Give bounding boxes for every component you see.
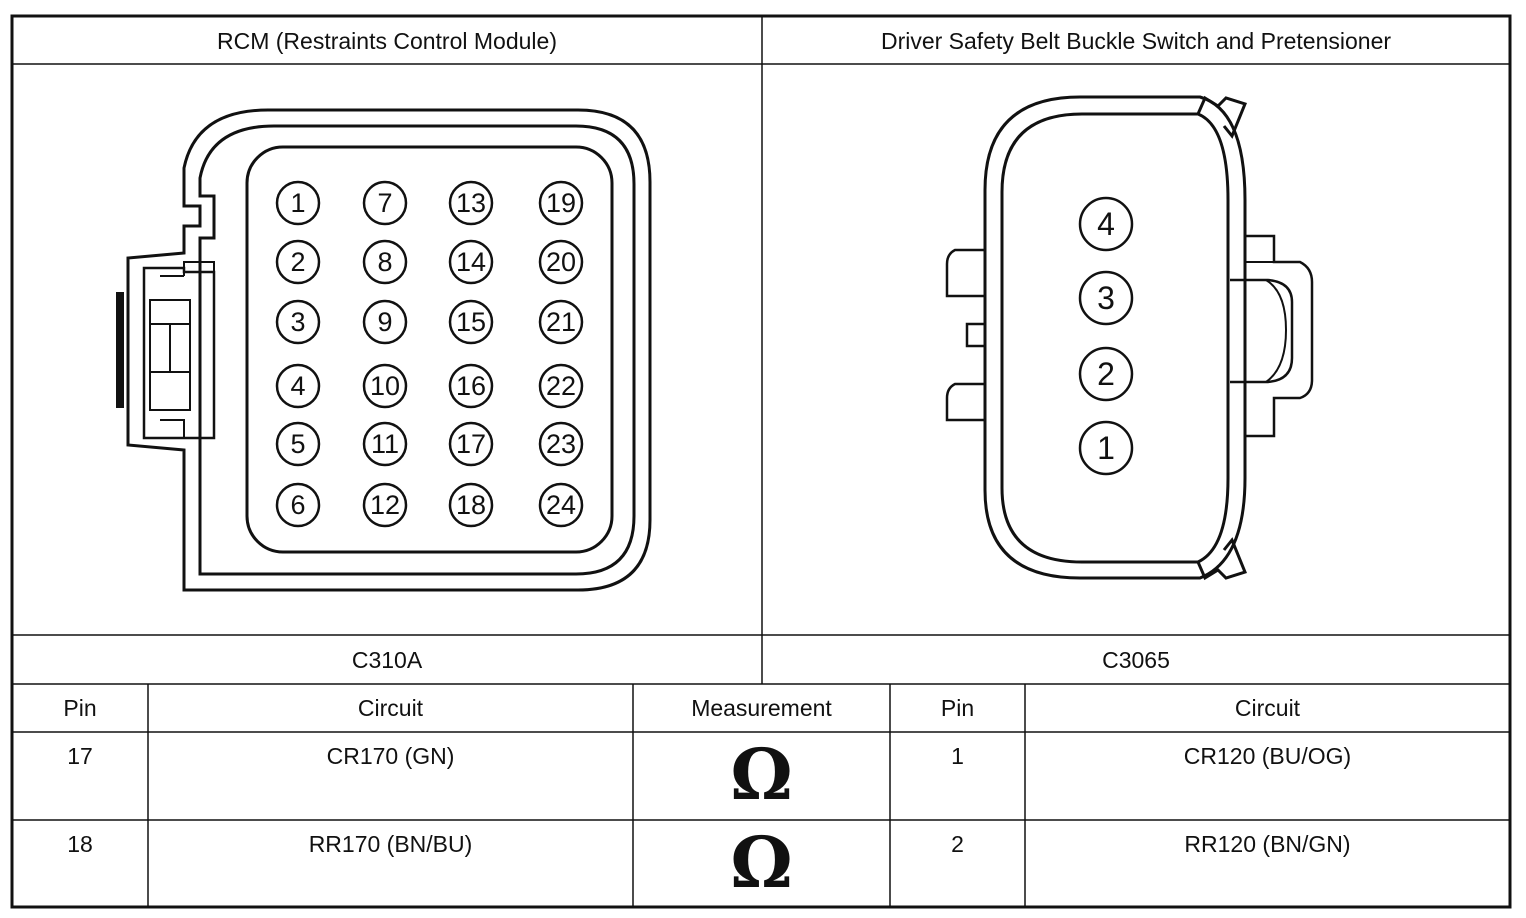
pin-7 (364, 182, 406, 224)
header-pin-right: Pin (940, 695, 975, 721)
pin-label: 1 (290, 188, 306, 218)
pin-label: 4 (1097, 206, 1115, 242)
row-pin-right: 1 (951, 743, 964, 769)
pin-label: 8 (377, 247, 393, 277)
pin-1 (1080, 422, 1132, 474)
pin-9 (364, 301, 406, 343)
pin-label: 9 (377, 307, 393, 337)
pin-14 (450, 241, 492, 283)
ohm-measurement-icon: Ω (730, 821, 793, 904)
pin-label: 22 (545, 371, 577, 401)
pin-17 (450, 423, 492, 465)
header-circuit-right: Circuit (1234, 695, 1301, 721)
pin-3 (277, 301, 319, 343)
pin-label: 1 (1097, 430, 1115, 466)
pin-3 (1080, 272, 1132, 324)
pin-label: 11 (370, 429, 400, 459)
pin-label: 7 (377, 188, 393, 218)
pin-label: 3 (290, 307, 306, 337)
pin-11 (364, 423, 406, 465)
pin-label: 15 (455, 307, 487, 337)
pin-21 (540, 301, 582, 343)
row-pin-right: 2 (951, 831, 964, 857)
pin-label: 2 (290, 247, 306, 277)
row-pin-left: 18 (67, 831, 93, 857)
pin-5 (277, 423, 319, 465)
pin-label: 3 (1097, 280, 1115, 316)
ohm-measurement-icon: Ω (730, 733, 793, 816)
row-circuit-left: CR170 (GN) (326, 743, 455, 769)
pin-22 (540, 365, 582, 407)
row-circuit-left: RR170 (BN/BU) (308, 831, 473, 857)
pin-16 (450, 365, 492, 407)
rcm-pin-grid (277, 182, 582, 526)
pin-23 (540, 423, 582, 465)
pin-15 (450, 301, 492, 343)
pin-label: 23 (545, 429, 577, 459)
pin-label: 21 (545, 307, 577, 337)
pin-label: 19 (545, 188, 577, 218)
pin-label: 16 (455, 371, 487, 401)
header-circuit-left: Circuit (357, 695, 424, 721)
buckle-pin-column (1080, 198, 1132, 474)
row-pin-left: 17 (67, 743, 93, 769)
pin-8 (364, 241, 406, 283)
pin-label: 17 (455, 429, 487, 459)
pin-label: 24 (545, 490, 577, 520)
left-connector-id: C310A (351, 647, 423, 673)
pin-label: 13 (455, 188, 487, 218)
pin-label: 4 (290, 371, 306, 401)
pin-2 (1080, 348, 1132, 400)
pin-2 (277, 241, 319, 283)
pin-13 (450, 182, 492, 224)
pin-1 (277, 182, 319, 224)
buckle-connector-face (947, 97, 1312, 578)
pin-4 (277, 365, 319, 407)
header-pin-left: Pin (63, 695, 97, 721)
row-circuit-right: RR120 (BN/GN) (1184, 831, 1351, 857)
pin-4 (1080, 198, 1132, 250)
pin-12 (364, 484, 406, 526)
pin-label: 18 (455, 490, 487, 520)
pin-label: 6 (290, 490, 306, 520)
right-connector-title: Driver Safety Belt Buckle Switch and Pretensioner (880, 28, 1392, 54)
pin-10 (364, 365, 406, 407)
row-circuit-right: CR120 (BU/OG) (1183, 743, 1352, 769)
pin-24 (540, 484, 582, 526)
pin-20 (540, 241, 582, 283)
left-connector-title: RCM (Restraints Control Module) (217, 28, 557, 54)
pin-label: 12 (369, 490, 401, 520)
pin-label: 14 (455, 247, 487, 277)
pin-19 (540, 182, 582, 224)
pin-18 (450, 484, 492, 526)
pin-6 (277, 484, 319, 526)
header-measurement: Measurement (691, 695, 832, 721)
pin-label: 5 (290, 429, 306, 459)
pin-label: 10 (369, 371, 401, 401)
right-connector-id: C3065 (1102, 647, 1170, 673)
pin-label: 2 (1097, 356, 1115, 392)
pin-label: 20 (545, 247, 577, 277)
